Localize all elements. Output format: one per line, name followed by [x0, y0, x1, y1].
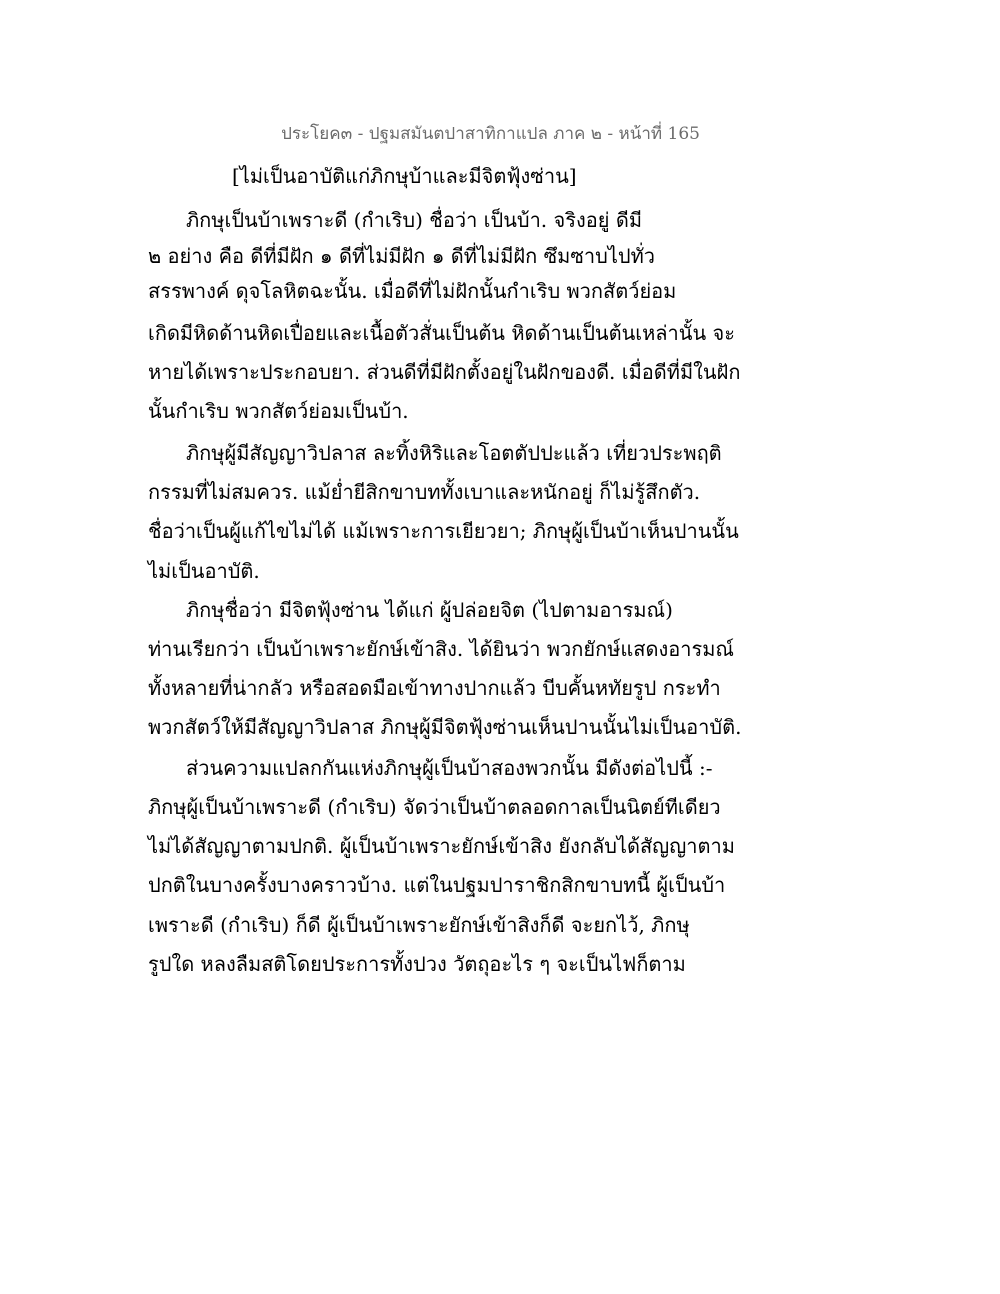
- text-line: ปกติในบางครั้งบางคราวบ้าง. แต่ในปฐมปาราชิกสิกขาบทนี้ ผู้เป็นบ้า: [148, 873, 726, 897]
- section-heading: [ไม่เป็นอาบัติแก่ภิกษุบ้าและมีจิตฟุ้งซ่าน]: [232, 164, 577, 188]
- text-line: ส่วนความแปลกกันแห่งภิกษุผู้เป็นบ้าสองพวกนั้น มีดังต่อไปนี้ :-: [186, 756, 713, 780]
- text-line: สรรพางค์ ดุจโลหิตฉะนั้น. เมื่อดีที่ไม่ฝักนั้นกำเริบ พวกสัตว์ย่อม: [148, 279, 677, 303]
- text-line: หายได้เพราะประกอบยา. ส่วนดีที่มีฝักตั้งอยู่ในฝักของดี. เมื่อดีที่มีในฝัก: [148, 360, 741, 384]
- text-line: ภิกษุผู้มีสัญญาวิปลาส ละทิ้งหิริและโอตตัปปะแล้ว เที่ยวประพฤติ: [186, 441, 722, 465]
- text-line: ท่านเรียกว่า เป็นบ้าเพราะยักษ์เข้าสิง. ได้ยินว่า พวกยักษ์แสดงอารมณ์: [148, 637, 734, 661]
- text-line: ไม่ได้สัญญาตามปกติ. ผู้เป็นบ้าเพราะยักษ์เข้าสิง ยังกลับได้สัญญาตาม: [148, 834, 735, 858]
- text-line: พวกสัตว์ให้มีสัญญาวิปลาส ภิกษุผู้มีจิตฟุ้งซ่านเห็นปานนั้นไม่เป็นอาบัติ.: [148, 715, 742, 739]
- text-line: รูปใด หลงลืมสติโดยประการทั้งปวง วัตถุอะไร ๆ จะเป็นไฟก็ตาม: [148, 952, 686, 976]
- text-line: เพราะดี (กำเริบ) ก็ดี ผู้เป็นบ้าเพราะยักษ์เข้าสิงก็ดี จะยกไว้, ภิกษุ: [148, 913, 690, 937]
- text-line: ภิกษุผู้เป็นบ้าเพราะดี (กำเริบ) จัดว่าเป็นบ้าตลอดกาลเป็นนิตย์ทีเดียว: [148, 795, 721, 819]
- running-header: ประโยค๓ - ปฐมสมันตปาสาทิกาแปล ภาค ๒ - หน้าที่ 165: [281, 124, 700, 144]
- text-line: ไม่เป็นอาบัติ.: [148, 559, 260, 583]
- text-line: ๒ อย่าง คือ ดีที่มีฝัก ๑ ดีที่ไม่มีฝัก ๑ ดีที่ไม่มีฝัก ซึมซาบไปทั่ว: [148, 244, 656, 268]
- text-line: ชื่อว่าเป็นผู้แก้ไขไม่ได้ แม้เพราะการเยียวยา; ภิกษุผู้เป็นบ้าเห็นปานนั้น: [148, 519, 739, 543]
- text-line: ภิกษุชื่อว่า มีจิตฟุ้งซ่าน ได้แก่ ผู้ปล่อยจิต (ไปตามอารมณ์): [186, 598, 673, 622]
- text-line: ทั้งหลายที่น่ากลัว หรือสอดมือเข้าทางปากแล้ว บีบคั้นหทัยรูป กระทำ: [148, 676, 721, 700]
- text-line: เกิดมีหิดด้านหิดเปื่อยและเนื้อตัวสั่นเป็นต้น หิดด้านเป็นต้นเหล่านั้น จะ: [148, 321, 735, 345]
- text-line: กรรมที่ไม่สมควร. แม้ย่ำยีสิกขาบททั้งเบาและหนักอยู่ ก็ไม่รู้สึกตัว.: [148, 480, 701, 504]
- text-line: ภิกษุเป็นบ้าเพราะดี (กำเริบ) ชื่อว่า เป็นบ้า. จริงอยู่ ดีมี: [186, 208, 642, 232]
- text-line: นั้นกำเริบ พวกสัตว์ย่อมเป็นบ้า.: [148, 399, 409, 423]
